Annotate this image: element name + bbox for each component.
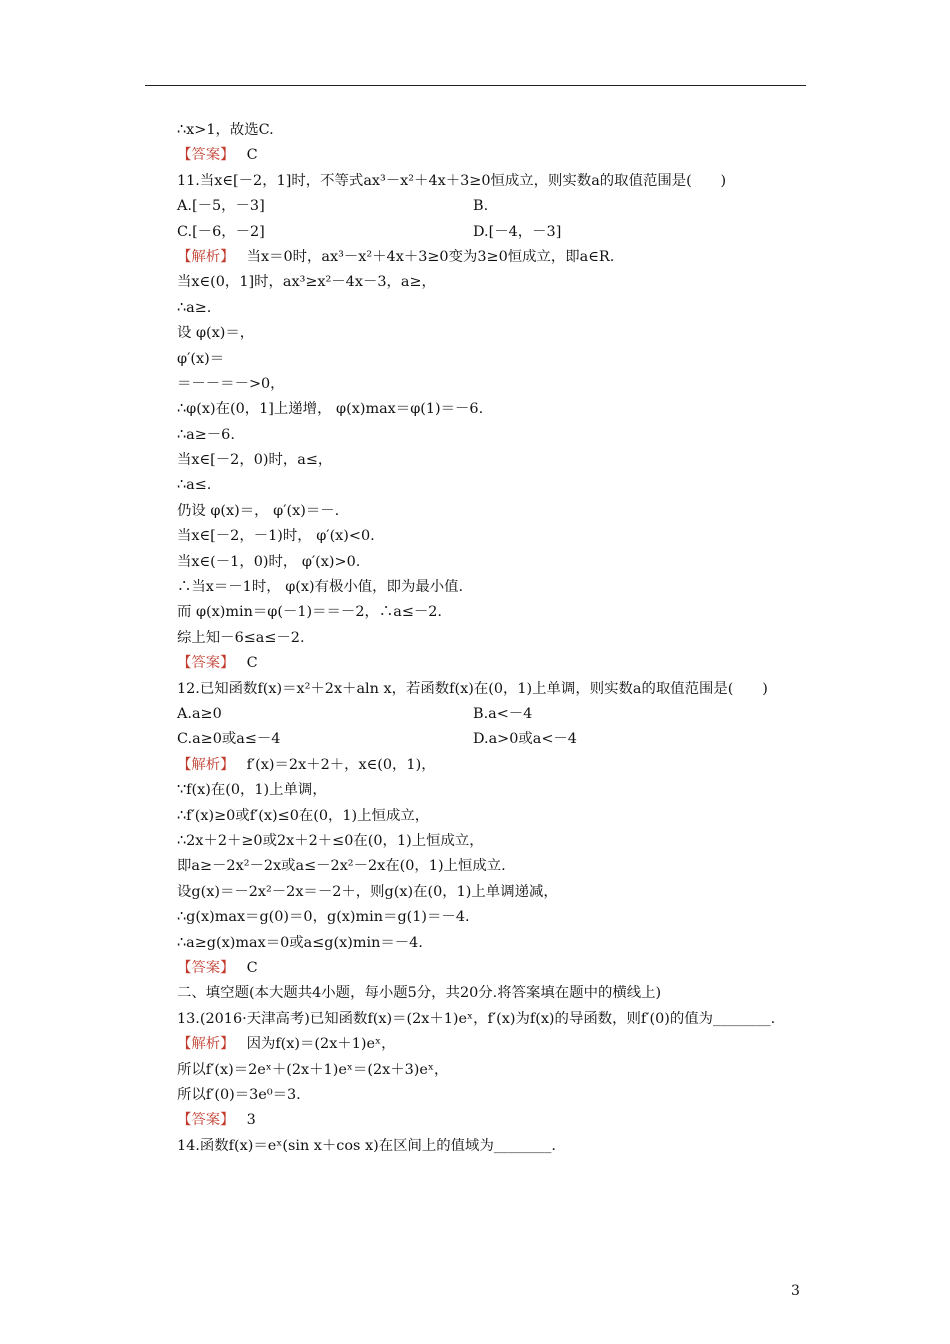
options-row	[145, 727, 806, 752]
text-line: ∴x>1，故选C.	[177, 122, 274, 138]
question-11: 11.当x∈[－2，1]时，不等式ax³－x²＋4x＋3≥0恒成立，则实数a的取值范围是( )	[177, 172, 727, 189]
option-d: D.[－4，－3]	[473, 223, 562, 240]
text-line: ∴f′(x)≥0或f′(x)≤0在(0，1)上恒成立，	[177, 807, 430, 824]
text-line: ∴a≥g(x)max＝0或a≤g(x)min＝－4.	[177, 934, 423, 951]
section-heading: 二、填空题(本大题共4小题，每小题5分，共20分.将答案填在题中的横线上)	[177, 985, 662, 1002]
text-line: ＝－－＝－>0，	[177, 375, 285, 392]
text-line: ∵f(x)在(0，1)上单调，	[177, 782, 327, 799]
text-line: 所以f′(0)＝3e⁰＝3.	[177, 1086, 301, 1103]
text-line: ∴当x＝－1时， φ(x)有极小值，即为最小值.	[177, 579, 464, 596]
text-span: 当x＝0时，ax³－x²＋4x＋3≥0变为3≥0恒成立，即a∈R.	[246, 248, 615, 265]
text-span: 因为f(x)＝(2x＋1)eˣ，	[246, 1036, 396, 1053]
options-row	[145, 220, 806, 245]
answer-line	[145, 1108, 806, 1133]
answer-tag: 【答案】	[177, 959, 235, 976]
text-line: 设g(x)＝－2x²－2x＝－2＋，则g(x)在(0，1)上单调递减，	[177, 883, 558, 900]
text-line: ∴g(x)max＝g(0)＝0，g(x)min＝g(1)＝－4.	[177, 909, 470, 926]
answer-value: C	[246, 959, 258, 976]
option-d: D.a>0或a<－4	[473, 731, 577, 748]
option-c: C.[－6，－2]	[177, 223, 265, 240]
text-line: 当x∈[－2，－1)时， φ′(x)<0.	[177, 528, 375, 545]
text-line: ∴2x＋2＋≥0或2x＋2＋≤0在(0，1)上恒成立，	[177, 832, 484, 849]
question-13: 13.(2016·天津高考)已知函数f(x)＝(2x＋1)eˣ，f′(x)为f(x)的导函数，则f′(0)的值为________.	[177, 1010, 776, 1027]
analysis-tag: 【解析】	[177, 248, 235, 265]
text-line: 当x∈[－2，0)时，a≤，	[177, 452, 333, 469]
text-line: 当x∈(0，1]时，ax³≥x²－4x－3，a≥，	[177, 274, 436, 291]
analysis-line	[145, 245, 806, 270]
answer-line	[145, 651, 806, 676]
options-row	[145, 702, 806, 727]
analysis-tag: 【解析】	[177, 1036, 235, 1053]
option-a: A.a≥0	[177, 706, 222, 723]
option-c: C.a≥0或a≤－4	[177, 731, 281, 748]
answer-tag: 【答案】	[177, 1112, 235, 1129]
text-line: 所以f′(x)＝2eˣ＋(2x＋1)eˣ＝(2x＋3)eˣ，	[177, 1061, 449, 1078]
option-a: A.[－5，－3]	[177, 198, 265, 215]
text-line: 仍设 φ(x)＝， φ′(x)＝－.	[177, 502, 340, 519]
document-body	[145, 118, 806, 1159]
text-line: ∴a≥.	[177, 299, 212, 316]
text-span: f′(x)＝2x＋2＋，x∈(0，1)，	[246, 756, 436, 773]
answer-value: C	[246, 147, 258, 164]
answer-tag: 【答案】	[177, 147, 235, 164]
text-line: ∴a≥－6.	[177, 426, 235, 443]
answer-value: 3	[246, 1112, 256, 1129]
analysis-tag: 【解析】	[177, 756, 235, 773]
text-line: 综上知－6≤a≤－2.	[177, 629, 305, 646]
answer-line	[145, 956, 806, 981]
text-line: 即a≥－2x²－2x或a≤－2x²－2x在(0，1)上恒成立.	[177, 858, 506, 875]
answer-line	[145, 143, 806, 168]
analysis-line	[145, 753, 806, 778]
header-rule	[145, 85, 806, 86]
answer-value: C	[246, 655, 258, 672]
text-line: 而 φ(x)min＝φ(－1)＝＝－2，∴a≤－2.	[177, 604, 443, 621]
question-12: 12.已知函数f(x)＝x²＋2x＋aln x，若函数f(x)在(0，1)上单调，则实数a的取值范围是( )	[177, 680, 768, 697]
option-b: B.a<－4	[473, 706, 533, 723]
question-14: 14.函数f(x)＝eˣ(sin x＋cos x)在区间上的值域为________.	[177, 1137, 556, 1154]
option-b: B.	[473, 198, 489, 215]
text-line: ∴φ(x)在(0，1]上递增， φ(x)max＝φ(1)＝－6.	[177, 401, 484, 418]
page-number: 3	[791, 1283, 800, 1299]
text-line: φ′(x)＝	[177, 350, 225, 367]
text-line: 设 φ(x)＝，	[177, 325, 255, 342]
options-row	[145, 194, 806, 219]
text-line: ∴a≤.	[177, 477, 212, 494]
text-line: 当x∈(－1，0)时， φ′(x)>0.	[177, 553, 361, 570]
answer-tag: 【答案】	[177, 655, 235, 672]
analysis-line	[145, 1032, 806, 1057]
